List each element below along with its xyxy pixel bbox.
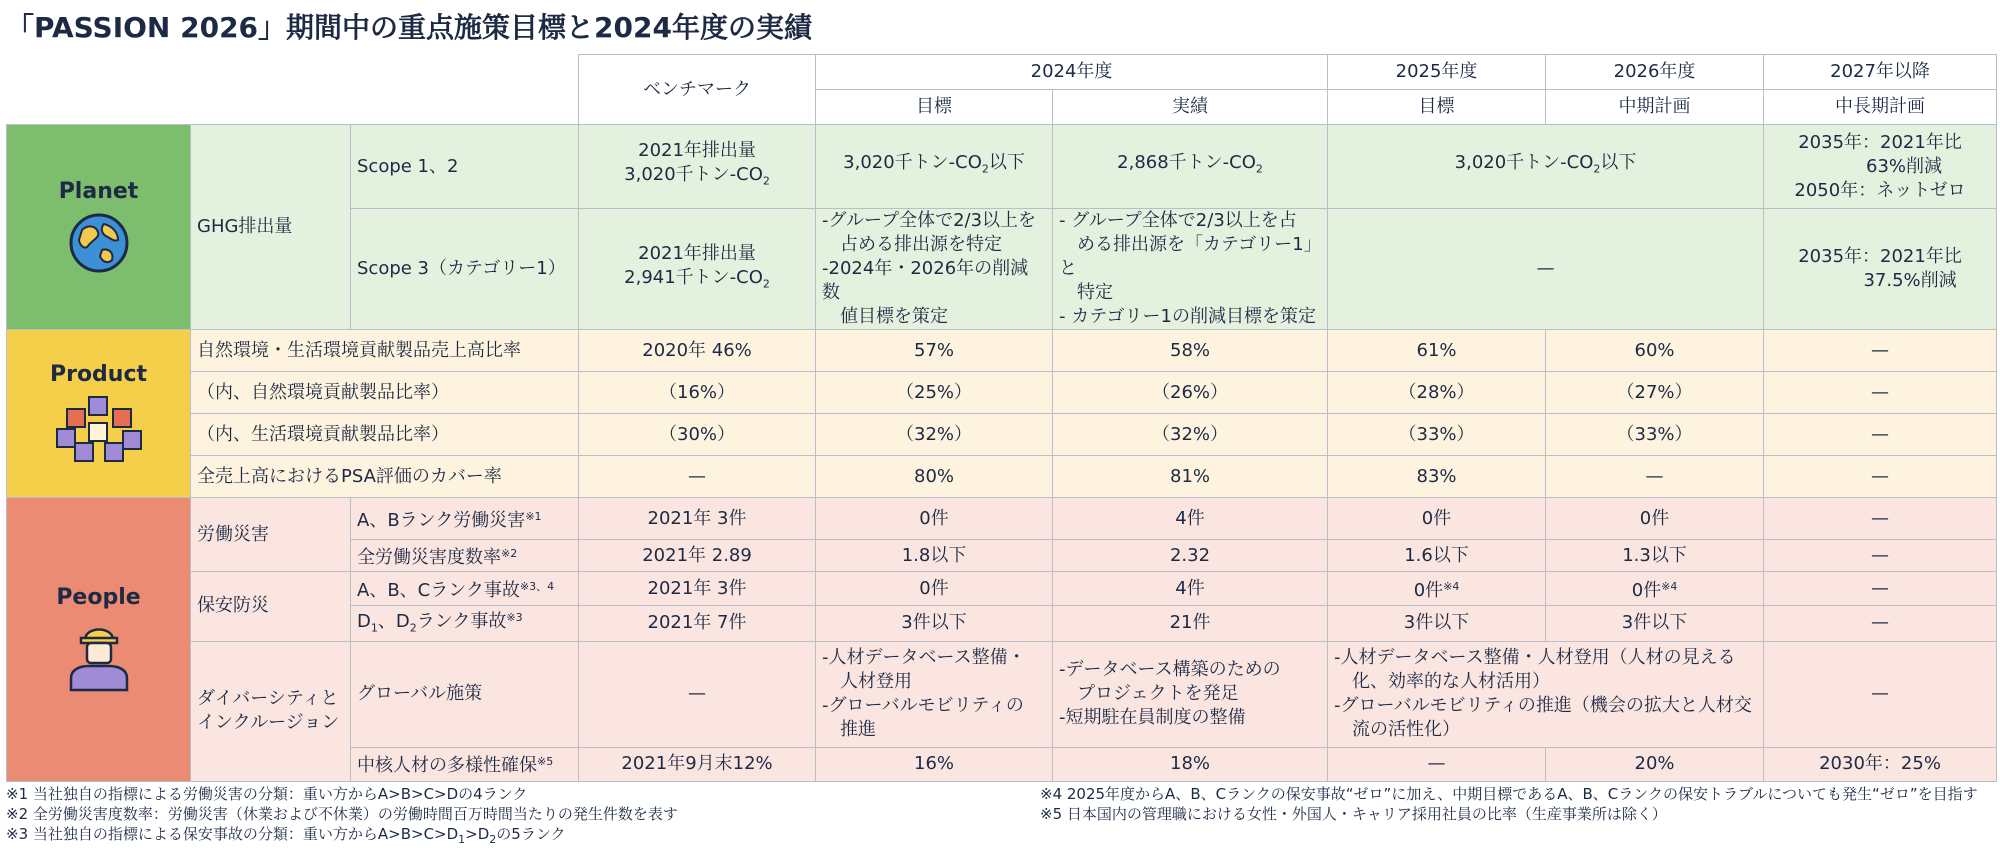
header-fy2024: 2024年度 [816, 55, 1328, 90]
scope3-2027-line1: 2035年：2021年比 [1798, 246, 1962, 267]
product-row-label: 自然環境・生活環境貢献製品売上高比率 [191, 330, 579, 372]
category-planet [7, 125, 191, 330]
product-row-label: （内、生活環境貢献製品比率） [191, 414, 579, 456]
scope12-2027 [1764, 125, 1997, 209]
labor-row-target-2024: 1.8以下 [816, 540, 1053, 572]
core-diversity-target-2024: 16% [816, 747, 1053, 781]
scope12-2027-line3: 2050年：ネットゼロ [1794, 179, 1966, 201]
scope12-benchmark-line2: 3,020千トン$-CO_2$ [624, 164, 770, 188]
scope3-2027-line2: 37.5%削減 [1863, 270, 1957, 291]
footnote-4: ※4 2025年度からA、B、Cランクの保安事故“ゼロ”に加え、中期目標であるA、B、Cランクの保安トラブルについても発生“ゼロ”を目指す [1040, 785, 1978, 803]
footnote-3: ※3 当社独自の指標による保安事故の分類：重い方から$A>B>C>D_1>D_2$の5ランク [6, 825, 566, 846]
global-measures-target-2024: -人材データベース整備・ 人材登用 -グローバルモビリティの 推進 [816, 641, 1053, 747]
scope12-2027-line1: 2035年：2021年比 [1798, 131, 1962, 153]
core-diversity-benchmark: 2021年9月末12% [579, 747, 816, 781]
header-actual-2024: 実績 [1053, 90, 1328, 125]
scope12-2025-2026: 3,020千トン$-CO_2$以下 [1328, 125, 1764, 209]
safety-row-target-2024: 3件以下 [816, 606, 1053, 642]
global-measures-label: グローバル施策 [351, 641, 579, 747]
footnote-2: ※2 全労働災害度数率：労働災害（休業および不休業）の労働時間百万時間当たりの発生件数を表す [6, 805, 678, 823]
safety-row-2027: — [1764, 606, 1997, 642]
safety-row-midplan-2026: 0件$^{※4}$ [1546, 572, 1764, 606]
global-measures-benchmark: — [579, 641, 816, 747]
product-row-benchmark: （30%） [579, 414, 816, 456]
safety-row-actual-2024: 4件 [1053, 572, 1328, 606]
scope12-benchmark [579, 125, 816, 209]
worker-icon [67, 618, 131, 692]
category-product [7, 330, 191, 498]
core-diversity-2027: 2030年：25% [1764, 747, 1997, 781]
global-measures-2027: — [1764, 641, 1997, 747]
labor-row-label: A、Bランク労働災害$^{※1}$ [351, 498, 579, 540]
labor-row-target-2025: 1.6以下 [1328, 540, 1546, 572]
product-row-label: （内、自然環境貢献製品比率） [191, 372, 579, 414]
safety-row-benchmark: 2021年 7件 [579, 606, 816, 642]
core-diversity-actual-2024: 18% [1053, 747, 1328, 781]
safety-row-label: A、B、Cランク事故$^{※3、4}$ [351, 572, 579, 606]
header-benchmark: ベンチマーク [579, 55, 816, 125]
core-diversity-label: 中核人材の多様性確保$^{※5}$ [351, 747, 579, 781]
product-row-target-2025: 61% [1328, 330, 1546, 372]
safety-row-benchmark: 2021年 3件 [579, 572, 816, 606]
product-row-actual-2024: 58% [1053, 330, 1328, 372]
scope3-benchmark-line2: 2,941千トン$-CO_2$ [624, 266, 770, 291]
product-row-2027: — [1764, 414, 1997, 456]
product-row-benchmark: 2020年 46% [579, 330, 816, 372]
product-row-actual-2024: 81% [1053, 456, 1328, 498]
scope3-benchmark-line1: 2021年排出量 [638, 242, 756, 264]
scope12-benchmark-line1: 2021年排出量 [638, 140, 756, 162]
product-row-benchmark: — [579, 456, 816, 498]
safety-row-target-2025: 0件$^{※4}$ [1328, 572, 1546, 606]
scope12-2027-line2: 63%削減 [1866, 155, 1943, 177]
header-fy2026: 2026年度 [1546, 55, 1764, 90]
product-row-actual-2024: （32%） [1053, 414, 1328, 456]
footnotes-left [6, 784, 678, 844]
labor-row-label: 全労働災害度数率$^{※2}$ [351, 540, 579, 572]
product-row-midplan-2026: 60% [1546, 330, 1764, 372]
safety-row-label: $D_1$、$D_2$ランク事故$^{※3}$ [351, 606, 579, 642]
header-fy2027: 2027年以降 [1764, 55, 1997, 90]
header-longplan-2027: 中長期計画 [1764, 90, 1997, 125]
product-row-target-2025: （28%） [1328, 372, 1546, 414]
core-diversity-target-2025: — [1328, 747, 1546, 781]
product-row-actual-2024: （26%） [1053, 372, 1328, 414]
labor-row-target-2024: 0件 [816, 498, 1053, 540]
scope3-benchmark [579, 209, 816, 330]
category-people [7, 498, 191, 782]
product-row-midplan-2026: — [1546, 456, 1764, 498]
labor-row-actual-2024: 2.32 [1053, 540, 1328, 572]
di-label: ダイバーシティと インクルージョン [191, 641, 351, 781]
safety-row-target-2025: 3件以下 [1328, 606, 1546, 642]
footnote-5: ※5 日本国内の管理職における女性・外国人・キャリア採用社員の比率（生産事業所は除く） [1040, 805, 1667, 823]
scope3-2027 [1764, 209, 1997, 330]
labor-row-2027: — [1764, 498, 1997, 540]
category-planet-label: Planet [58, 179, 139, 204]
scope12-label: Scope 1、2 [351, 125, 579, 209]
footnote-1: ※1 当社独自の指標による労働災害の分類：重い方からA>B>C>Dの4ランク [6, 785, 528, 803]
scope3-label: Scope 3（カテゴリー1） [351, 209, 579, 330]
safety-row-midplan-2026: 3件以下 [1546, 606, 1764, 642]
product-row-target-2024: 57% [816, 330, 1053, 372]
labor-accident-label: 労働災害 [191, 498, 351, 572]
header-midplan-2026: 中期計画 [1546, 90, 1764, 125]
global-measures-2025-2026: -人材データベース整備・人材登用（人材の見える 化、効率的な人材活用） -グローバルモビリティの推進（機会の拡大と人材交 流の活性化） [1328, 641, 1764, 747]
product-row-target-2024: （32%） [816, 414, 1053, 456]
product-row-target-2025: 83% [1328, 456, 1546, 498]
scope12-actual-2024: 2,868千トン$-CO_2$ [1053, 125, 1328, 209]
global-measures-actual-2024: -データベース構築のための プロジェクトを発足 -短期駐在員制度の整備 [1053, 641, 1328, 747]
category-people-label: People [56, 585, 141, 611]
header-blank [7, 55, 579, 125]
safety-label: 保安防災 [191, 572, 351, 642]
product-row-benchmark: （16%） [579, 372, 816, 414]
product-row-midplan-2026: （27%） [1546, 372, 1764, 414]
ghg-label: GHG排出量 [191, 125, 351, 330]
header-fy2025: 2025年度 [1328, 55, 1546, 90]
core-diversity-midplan-2026: 20% [1546, 747, 1764, 781]
safety-row-target-2024: 0件 [816, 572, 1053, 606]
scope12-target-2024: 3,020千トン$-CO_2$以下 [816, 125, 1053, 209]
safety-row-actual-2024: 21件 [1053, 606, 1328, 642]
labor-row-midplan-2026: 1.3以下 [1546, 540, 1764, 572]
scope3-target-2024: -グループ全体で2/3以上を 占める排出源を特定 -2024年・2026年の削減数 値目標を策定 [816, 209, 1053, 330]
category-product-label: Product [49, 361, 148, 387]
product-row-label: 全売上高におけるPSA評価のカバー率 [191, 456, 579, 498]
labor-row-target-2025: 0件 [1328, 498, 1546, 540]
labor-row-actual-2024: 4件 [1053, 498, 1328, 540]
product-row-2027: — [1764, 330, 1997, 372]
targets-table [6, 54, 1997, 782]
labor-row-benchmark: 2021年 2.89 [579, 540, 816, 572]
product-row-midplan-2026: （33%） [1546, 414, 1764, 456]
page-title: 「PASSION 2026」期間中の重点施策目標と2024年度の実績 [6, 11, 812, 44]
product-row-2027: — [1764, 456, 1997, 498]
header-target-2025: 目標 [1328, 90, 1546, 125]
product-row-target-2024: 80% [816, 456, 1053, 498]
product-row-target-2024: （25%） [816, 372, 1053, 414]
scope3-2025-2026: — [1328, 209, 1764, 330]
header-target-2024: 目標 [816, 90, 1053, 125]
footnotes-right [1040, 784, 1978, 824]
boxes-icon [53, 395, 145, 465]
labor-row-midplan-2026: 0件 [1546, 498, 1764, 540]
labor-row-benchmark: 2021年 3件 [579, 498, 816, 540]
product-row-2027: — [1764, 372, 1997, 414]
safety-row-2027: — [1764, 572, 1997, 606]
labor-row-2027: — [1764, 540, 1997, 572]
scope3-actual-2024: - グループ全体で2/3以上を占 める排出源を「カテゴリー1」と 特定 - カテゴリー1の削減目標を策定 [1053, 209, 1328, 330]
product-row-target-2025: （33%） [1328, 414, 1546, 456]
globe-icon [68, 212, 130, 274]
